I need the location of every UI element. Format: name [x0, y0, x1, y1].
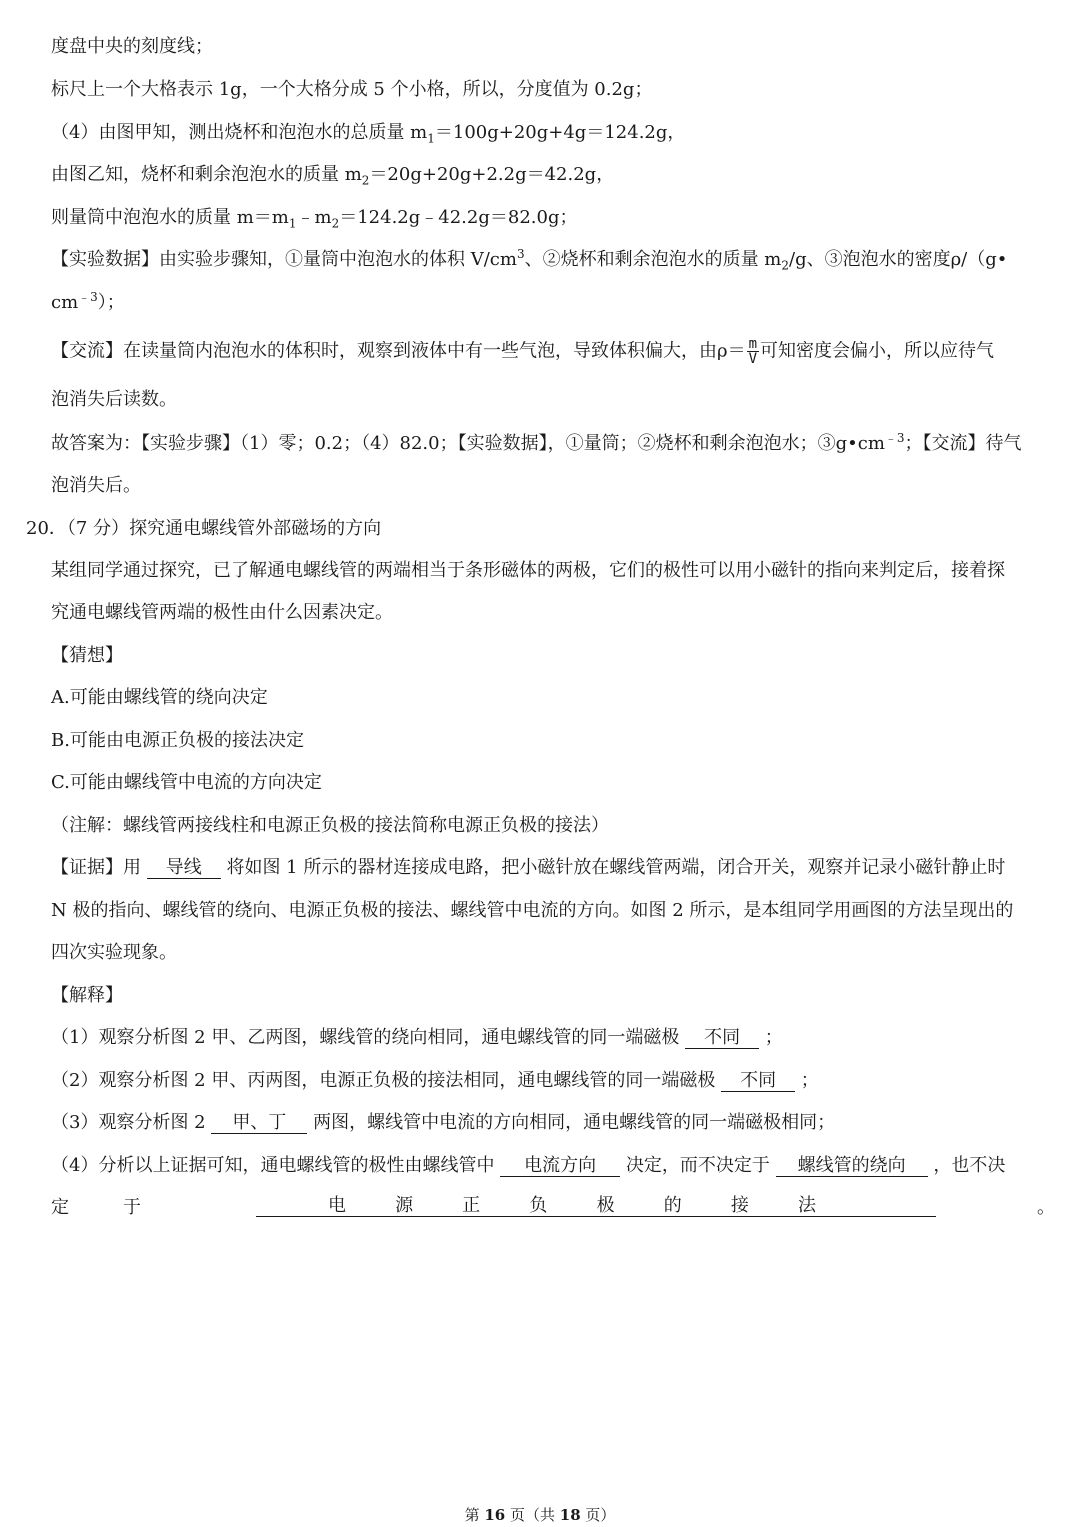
- text-line: 度盘中央的刻度线；: [51, 36, 213, 57]
- text-line: 泡消失后读数。: [51, 389, 177, 410]
- answer-blank: 电流方向: [500, 1156, 620, 1177]
- section-heading: 【解释】: [51, 985, 123, 1006]
- text-line: （2）观察分析图 2 甲、丙两图，电源正负极的接法相同，通电螺线管的同一端磁极 不同 ；: [51, 1070, 819, 1091]
- text-line: 某组同学通过探究，已了解通电螺线管的两端相当于条形磁体的两极，它们的极性可以用小磁针的指向来判定后，接着探: [51, 560, 1005, 581]
- hypothesis-b: B.可能由电源正负极的接法决定: [51, 730, 304, 751]
- text-line: 故答案为：【实验步骤】（1）零；0.2；（4）82.0；【实验数据】，①量筒；②烧杯和剩余泡泡水；$③g•cm^{﹣3}$；【交流】待气: [51, 431, 1022, 454]
- answer-blank: 电 源 正 负 极 的 接 法: [256, 1196, 936, 1217]
- hypothesis-c: C.可能由螺线管中电流的方向决定: [51, 772, 322, 793]
- answer-blank: 不同: [685, 1028, 759, 1049]
- text-line: （4）分析以上证据可知，通电螺线管的极性由螺线管中 电流方向 决定，而不决定于 螺线管的绕向 ，也不决: [51, 1155, 1006, 1176]
- text-line: 究通电螺线管两端的极性由什么因素决定。: [51, 602, 393, 623]
- text-line: N 极的指向、螺线管的绕向、电源正负极的接法、螺线管中电流的方向。如图 2 所示，是本组同学用画图的方法呈现出的: [51, 900, 1014, 921]
- text-line: 【交流】在读量筒内泡泡水的体积时，观察到液体中有一些气泡，导致体积偏大，由ρ＝ $\frac{m}{V}$ 可知密度会偏小，所以应待气: [51, 336, 995, 367]
- answer-blank: 甲、丁: [211, 1113, 307, 1134]
- answer-blank: 不同: [721, 1071, 795, 1092]
- text-line: 标尺上一个大格表示 1g，一个大格分成 5 个小格，所以，分度值为 0.2g；: [51, 79, 653, 100]
- page-number: 16: [484, 1506, 506, 1524]
- text-line: （1）观察分析图 2 甲、乙两图，螺线管的绕向相同，通电螺线管的同一端磁极 不同 ；: [51, 1027, 783, 1048]
- question-title: 20．（7 分）探究通电螺线管外部磁场的方向: [26, 518, 382, 539]
- text-line: （注解：螺线管两接线柱和电源正负极的接法简称电源正负极的接法）: [51, 815, 609, 836]
- page-total: 18: [559, 1506, 581, 1524]
- density-fraction: $\frac{m}{V}$: [748, 336, 758, 367]
- text-line: $cm^{﹣3}$）；: [51, 290, 125, 313]
- text-line: 则量筒中泡泡水的质量 $m=m_1﹣m_2=124.2g﹣42.2g=82.0g$；: [51, 207, 578, 231]
- text-line: 【实验数据】由实验步骤知，①量筒中泡泡水的体积 $V/cm^3$、②烧杯和剩余泡泡水的质量 $m_2/g$、③泡泡水的密度ρ/（g•: [51, 247, 1008, 273]
- answer-blank: 导线: [147, 858, 221, 879]
- text-line: 泡消失后。: [51, 475, 141, 496]
- text-line: 由图乙知，烧杯和剩余泡泡水的质量 $m_2=20g+20g+2.2g=42.2g$，: [51, 164, 615, 188]
- text-line: 【证据】用 导线 将如图 1 所示的器材连接成电路，把小磁针放在螺线管两端，闭合开关，观察并记录小磁针静止时: [51, 857, 1006, 878]
- answer-blank: 螺线管的绕向: [776, 1156, 928, 1177]
- text-line: 四次实验现象。: [51, 942, 177, 963]
- section-heading: 【猜想】: [51, 645, 123, 666]
- text-line: （4）由图甲知，测出烧杯和泡泡水的总质量 $m_1=100g+20g+4g=124.2g$，: [51, 122, 686, 146]
- page-footer: 第 16 页（共 18 页）: [464, 1506, 616, 1524]
- text-line: （3）观察分析图 2 甲、丁 两图，螺线管中电流的方向相同，通电螺线管的同一端磁极相同；: [51, 1112, 836, 1133]
- hypothesis-a: A.可能由螺线管的绕向决定: [51, 687, 268, 708]
